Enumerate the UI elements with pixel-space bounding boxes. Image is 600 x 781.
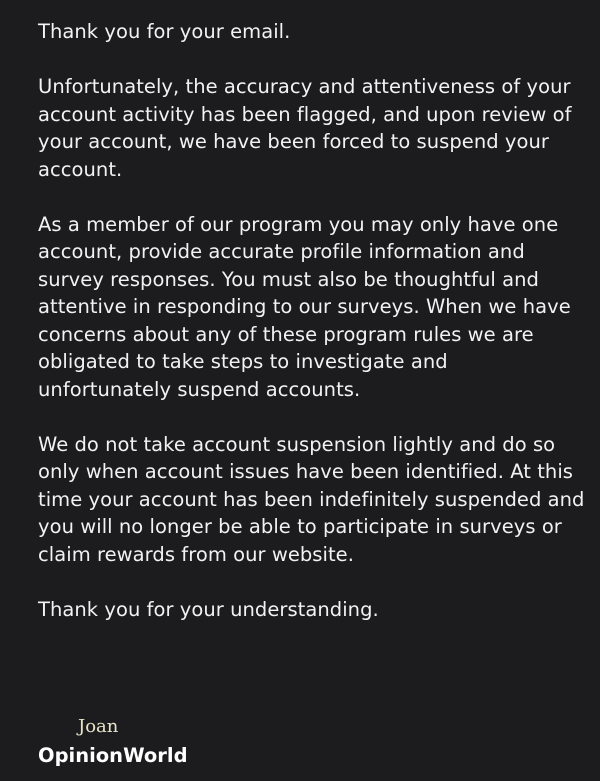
company-name: OpinionWorld bbox=[38, 744, 188, 767]
signature-name: Joan bbox=[78, 716, 119, 737]
email-paragraph-suspension-details: We do not take account suspension lightly and do so only when account issues have been identified. At this time your account has been indefinitely suspended and you will no longer be able to participate in surveys or claim rewards from our website. bbox=[38, 432, 585, 566]
email-paragraph-suspension-notice: Unfortunately, the accuracy and attentiveness of your account activity has been flagged, and upon review of your account, we have been forced to suspend your account. bbox=[38, 75, 572, 181]
email-paragraph-program-rules: As a member of our program you may only have one account, provide accurate profile information and survey responses. You must also be thoughtful and attentive in responding to our surveys. When we have concerns about any of these program rules we are obligated to take steps to investigate and unfortunately suspend accounts. bbox=[38, 212, 571, 401]
email-body bbox=[38, 18, 586, 651]
email-greeting: Thank you for your email. bbox=[38, 20, 291, 43]
email-closing: Thank you for your understanding. bbox=[38, 597, 379, 621]
